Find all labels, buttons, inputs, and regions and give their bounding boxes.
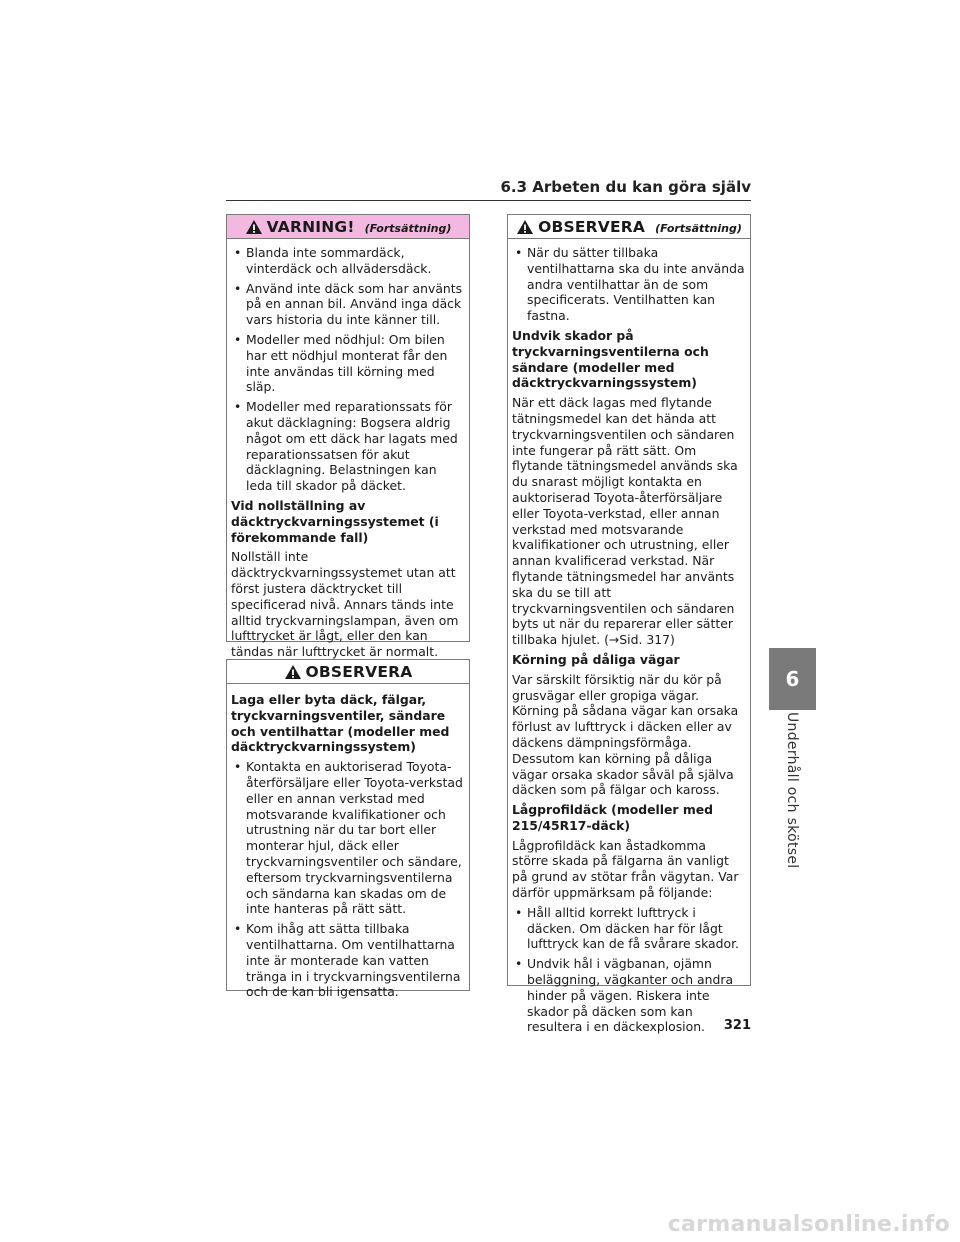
- chapter-label: [770, 712, 814, 872]
- notice-right-subheading-1: Undvik skador på tryckvarningsventilerna och sändare (modeller med däcktryckvarningssystem): [512, 327, 709, 391]
- notice-right-paragraph-2: Var särskilt försiktig när du kör på grusvägar eller gropiga vägar. Körning på sådana vägar kan orsaka förlust av lufttryck i däcken eller av däckens dämpningsförmåga. Dessutom kan körning på dåliga vägar orsaka skador såväl på själva däcken som på fälgar och kaross.: [512, 671, 739, 798]
- list-item: • Modeller med reparationssats för akut däcklagning: Bogsera aldrig något om ett däck har lagats med reparationssatsen för akut däcklagning. Belastningen kan leda till skador på däcket.: [231, 399, 465, 494]
- list-item: • Kom ihåg att sätta tillbaka ventilhattarna. Om ventilhattarna inte är monterade kan vatten tränga in i tryckvarningsventilerna och de kan bli igensatta.: [231, 921, 465, 1000]
- chapter-tab: [769, 648, 816, 710]
- warning-box-body: [227, 239, 469, 672]
- section-header: 6.3 Arbeten du kan göra själv: [500, 178, 751, 196]
- notice-left-title: OBSERVERA: [305, 662, 413, 681]
- watermark: carmanualsonline.info: [667, 1212, 950, 1237]
- list-item: • Blanda inte sommardäck, vinterdäck och allvädersdäck.: [231, 245, 465, 277]
- list-item: • Kontakta en auktoriserad Toyota-återförsäljare eller Toyota-verkstad eller en annan verkstad med motsvarande kvalifikationer och utrustning när du tar bort eller monterar hjul, däck eller tryckvarningsventiler och sändare, eftersom tryckvarningsventilerna och sändarna kan skadas om de inte hanteras på rätt sätt.: [231, 759, 465, 917]
- section-rule: [226, 200, 751, 201]
- notice-left-subheading: Laga eller byta däck, fälgar, tryckvarningsventiler, sändare och ventilhattar (modeller med däcktryckvarningssystem): [231, 692, 450, 755]
- notice-box-right-body: [508, 239, 750, 1047]
- warning-triangle-icon: [245, 219, 263, 235]
- warning-title: VARNING!: [266, 217, 355, 236]
- chapter-number: 6: [785, 667, 800, 691]
- warning-subheading: Vid nollställning av däcktryckvarningssystemet (i förekommande fall): [231, 497, 439, 545]
- warning-box-header: [227, 215, 469, 239]
- list-item: • Använd inte däck som har använts på en annan bil. Använd inga däck vars historia du inte känner till.: [231, 281, 465, 328]
- notice-box-left-body: [227, 684, 469, 1012]
- notice-right-paragraph-3: Lågprofildäck kan åstadkomma större skada på fälgarna än vanligt på grund av stötar från vägytan. Var därför uppmärksam på följande:: [512, 837, 739, 901]
- warning-continued: (Fortsättning): [364, 221, 452, 235]
- notice-box-left: [226, 659, 470, 1000]
- notice-right-subheading-3: Lågprofildäck (modeller med 215/45R17-däck): [512, 802, 714, 833]
- warning-bullet-list: [231, 245, 465, 494]
- notice-box-right-header: [508, 215, 750, 239]
- caution-triangle-icon: [284, 664, 302, 680]
- list-item: • Modeller med nödhjul: Om bilen har ett nödhjul monterat får den inte användas till körning med släp.: [231, 332, 465, 395]
- notice-right-top-list: [512, 245, 746, 324]
- warning-box: [226, 214, 470, 660]
- notice-right-title: OBSERVERA: [538, 217, 646, 236]
- notice-right-paragraph-1: När ett däck lagas med flytande tätningsmedel kan det hända att tryckvarningsventilen och sändaren inte fungerar på rätt sätt. Om flytande tätningsmedel används ska du snarast möjligt kontakta en auktoriserad Toyota-återförsäljare eller Toyota-verkstad, eller annan verkstad med motsvarande kvalifikationer och utrustning, eller annan kvalificerad verkstad. När flytande tätningsmedel har använts ska du se till att tryckvarningsventilen och sändaren byts ut när du reparerar eller sätter tillbaka hjulet. (→Sid. 317): [512, 395, 738, 648]
- notice-right-subheading-2: Körning på dåliga vägar: [512, 651, 680, 667]
- notice-box-left-header: [227, 660, 469, 684]
- list-item: • När du sätter tillbaka ventilhattarna ska du inte använda andra ventilhattar än de som specificerats. Ventilhatten kan fastna.: [512, 245, 746, 324]
- page-number: 321: [723, 1018, 751, 1033]
- notice-right-bullet-list: [512, 905, 746, 1035]
- list-item: • Undvik hål i vägbanan, ojämn beläggning, vägkanter och andra hinder på vägen. Riskera inte skador på däcken som kan resultera i en däckexplosion.: [512, 956, 746, 1035]
- notice-right-continued: (Fortsättning): [655, 221, 742, 235]
- notice-left-bullet-list: [231, 759, 465, 1000]
- chapter-label-text: Underhåll och skötsel: [784, 712, 800, 869]
- caution-triangle-icon: [516, 219, 534, 235]
- warning-paragraph: Nollställ inte däcktryckvarningssystemet utan att först justera däcktrycket till specificerad nivå. Annars tänds inte alltid tryckvarningslampan, även om lufttrycket är lågt, eller den kan tändas när lufttrycket är normalt.: [231, 549, 459, 660]
- list-item: • Håll alltid korrekt lufttryck i däcken. Om däcken har för lågt lufttryck kan de få svårare skador.: [512, 905, 746, 952]
